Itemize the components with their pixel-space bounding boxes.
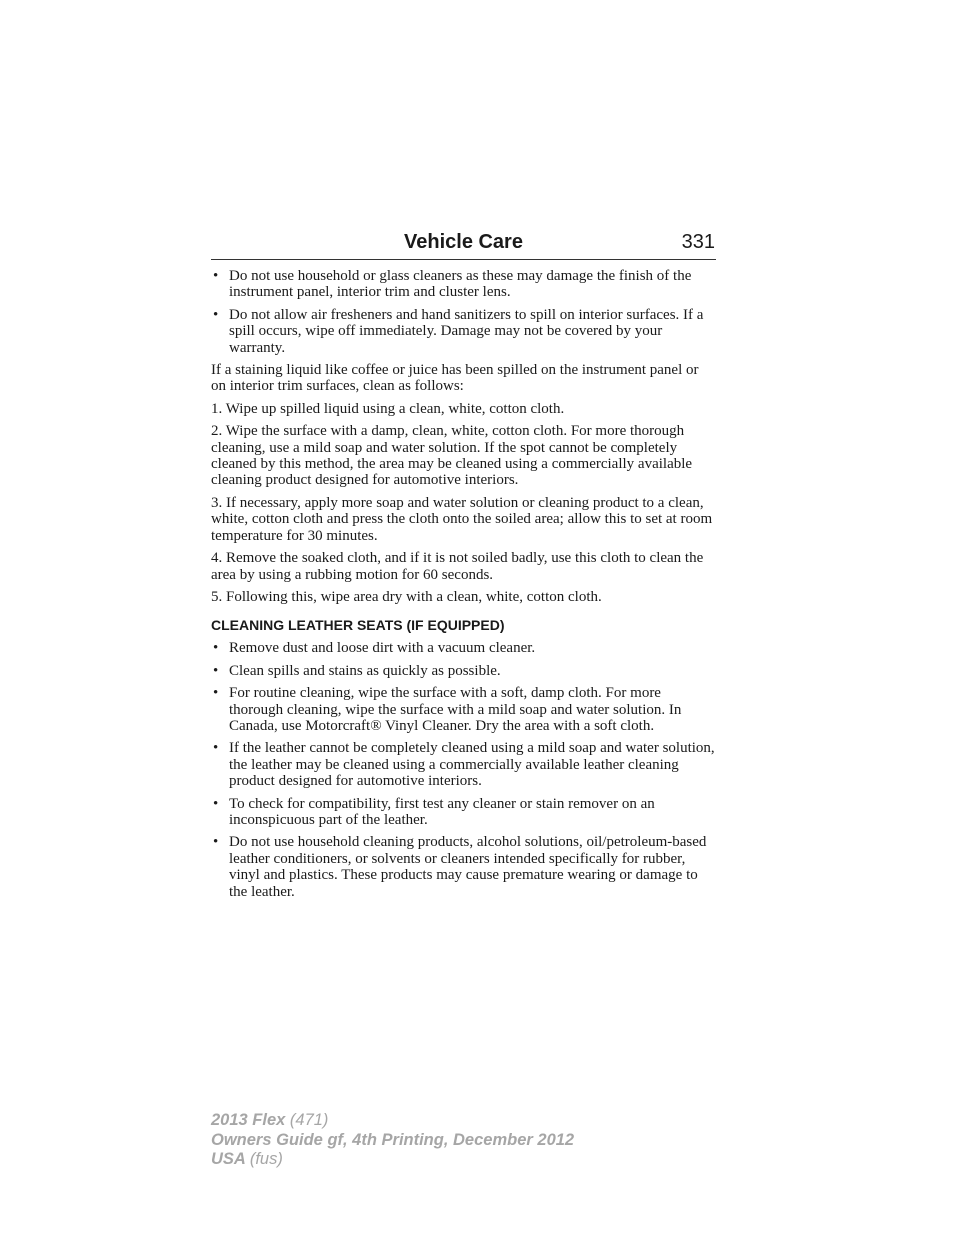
footer-model-code: (471) [289, 1111, 329, 1129]
bullet-item: • Do not use household cleaning products, alcohol solutions, oil/petroleum-based leather conditioners, or solvents or cleaners intended specifically for rubber, vinyl and plastics. These products may cause premature wearing or damage to the leather. [211, 834, 716, 900]
footer-region-line [211, 1150, 574, 1170]
body-content [211, 260, 716, 900]
bullet-item: • Clean spills and stains as quickly as possible. [211, 663, 716, 679]
step-item: 3. If necessary, apply more soap and water solution or cleaning product to a clean, white, cotton cloth and press the cloth onto the soiled area; allow this to set at room temperature for 30 minutes. [211, 494, 713, 544]
footer-region-code: (fus) [249, 1150, 283, 1168]
bullet-item: • If the leather cannot be completely cleaned using a mild soap and water solution, the leather may be cleaned using a commercially available leather cleaning product designed for automotive interiors. [211, 740, 716, 789]
bullet-item: • Do not allow air fresheners and hand sanitizers to spill on interior surfaces. If a spill occurs, wipe off immediately. Damage may not be covered by your warranty. [211, 307, 716, 356]
spill-intro-paragraph: If a staining liquid like coffee or juice has been spilled on the instrument panel or on interior trim surfaces, clean as follows: [211, 362, 699, 395]
footer-guide-line: Owners Guide gf, 4th Printing, December 2012 [211, 1130, 575, 1149]
footer-model-line [211, 1111, 574, 1131]
bullet-item: • Do not use household or glass cleaners as these may damage the finish of the instrument panel, interior trim and cluster lens. [211, 268, 716, 301]
step-item: 1. Wipe up spilled liquid using a clean, white, cotton cloth. [211, 400, 565, 417]
page-header [211, 228, 716, 260]
page-number: 331 [681, 231, 715, 253]
page [211, 228, 716, 906]
step-item: 4. Remove the soaked cloth, and if it is not soiled badly, use this cloth to clean the area by using a rubbing motion for 60 seconds. [211, 550, 704, 583]
bullet-item: • For routine cleaning, wipe the surface with a soft, damp cloth. For more thorough cleaning, wipe the surface with a mild soap and water solution. In Canada, use Motorcraft® Vinyl Cleaner. Dry the area with a soft cloth. [211, 685, 716, 734]
footer-region: USA [211, 1150, 246, 1168]
bullet-item: • To check for compatibility, first test any cleaner or stain remover on an inconspicuous part of the leather. [211, 796, 716, 829]
section-title: Vehicle Care [404, 231, 523, 253]
page-footer [211, 1111, 574, 1170]
bullet-item: • Remove dust and loose dirt with a vacuum cleaner. [211, 640, 716, 656]
step-item: 2. Wipe the surface with a damp, clean, white, cotton cloth. For more thorough cleaning, use a mild soap and water solution. If the spot cannot be completely cleaned by this method, the area may be cleaned using a commercially available cleaning product designed for automotive interiors. [211, 423, 693, 489]
leather-section-heading: CLEANING LEATHER SEATS (IF EQUIPPED) [211, 617, 505, 634]
step-item: 5. Following this, wipe area dry with a clean, white, cotton cloth. [211, 588, 602, 605]
footer-model: 2013 Flex [211, 1111, 286, 1129]
